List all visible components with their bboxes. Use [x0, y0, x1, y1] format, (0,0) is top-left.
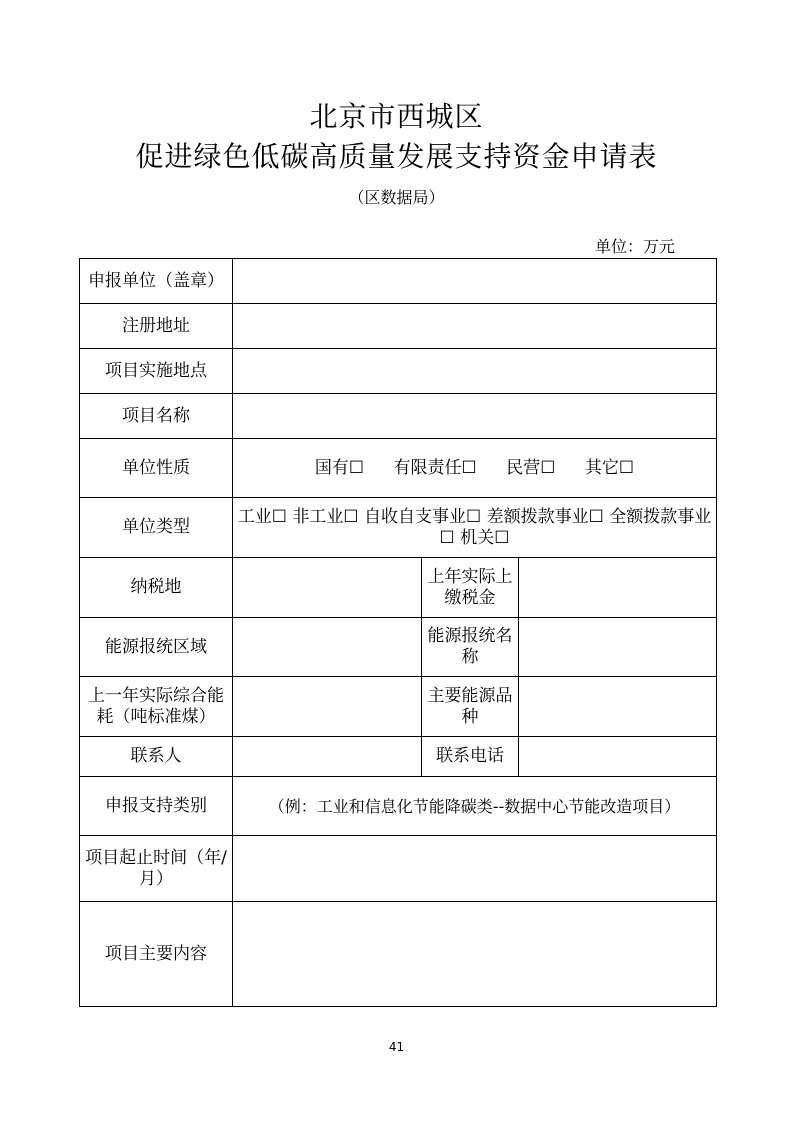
tax-paid-field[interactable] [519, 558, 717, 618]
content-label: 项目主要内容 [80, 902, 233, 1007]
page-number: 41 [388, 1040, 405, 1054]
energy-name-field[interactable] [519, 618, 717, 677]
energy-type-label: 主要能源品种 [422, 677, 519, 737]
subtitle: （区数据局） [348, 188, 445, 207]
energy-type-field[interactable] [519, 677, 717, 737]
title-line-2: 促进绿色低碳高质量发展支持资金申请表 [135, 140, 658, 173]
energy-consumption-field[interactable] [233, 677, 422, 737]
energy-region-label: 能源报统区域 [80, 618, 233, 677]
tax-paid-label: 上年实际上缴税金 [422, 558, 519, 618]
nature-option-private[interactable]: 民营☐ [506, 457, 556, 478]
application-form-table [79, 258, 717, 1007]
address-label: 注册地址 [80, 304, 233, 349]
period-field[interactable] [233, 836, 717, 902]
address-field[interactable] [233, 304, 717, 349]
location-label: 项目实施地点 [80, 349, 233, 394]
energy-consumption-label: 上一年实际综合能耗（吨标准煤） [80, 677, 233, 737]
applicant-label: 申报单位（盖章） [80, 259, 233, 304]
phone-label: 联系电话 [422, 737, 519, 777]
type-label: 单位类型 [80, 498, 233, 558]
title-line-1: 北京市西城区 [309, 100, 484, 133]
nature-option-other[interactable]: 其它☐ [584, 457, 635, 478]
energy-region-field[interactable] [233, 618, 422, 677]
project-name-label: 项目名称 [80, 394, 233, 439]
nature-label: 单位性质 [80, 439, 233, 498]
applicant-field[interactable] [233, 259, 717, 304]
contact-label: 联系人 [80, 737, 233, 777]
project-name-field[interactable] [233, 394, 717, 439]
tax-place-label: 纳税地 [80, 558, 233, 618]
nature-options [233, 439, 717, 498]
period-label: 项目起止时间（年/月） [80, 836, 233, 902]
content-field[interactable] [233, 902, 717, 1007]
unit-label: 单位：万元 [594, 237, 675, 256]
nature-option-state[interactable]: 国有☐ [314, 457, 365, 478]
energy-name-label: 能源报统名称 [422, 618, 519, 677]
tax-place-field[interactable] [233, 558, 422, 618]
type-options[interactable]: 工业☐ 非工业☐ 自收自支事业☐ 差额拨款事业☐ 全额拨款事业☐ 机关☐ [233, 498, 717, 558]
nature-option-limited[interactable]: 有限责任☐ [393, 457, 477, 478]
category-label: 申报支持类别 [80, 777, 233, 836]
contact-field[interactable] [233, 737, 422, 777]
phone-field[interactable] [519, 737, 717, 777]
location-field[interactable] [233, 349, 717, 394]
category-field[interactable]: （例：工业和信息化节能降碳类--数据中心节能改造项目） [233, 777, 717, 836]
